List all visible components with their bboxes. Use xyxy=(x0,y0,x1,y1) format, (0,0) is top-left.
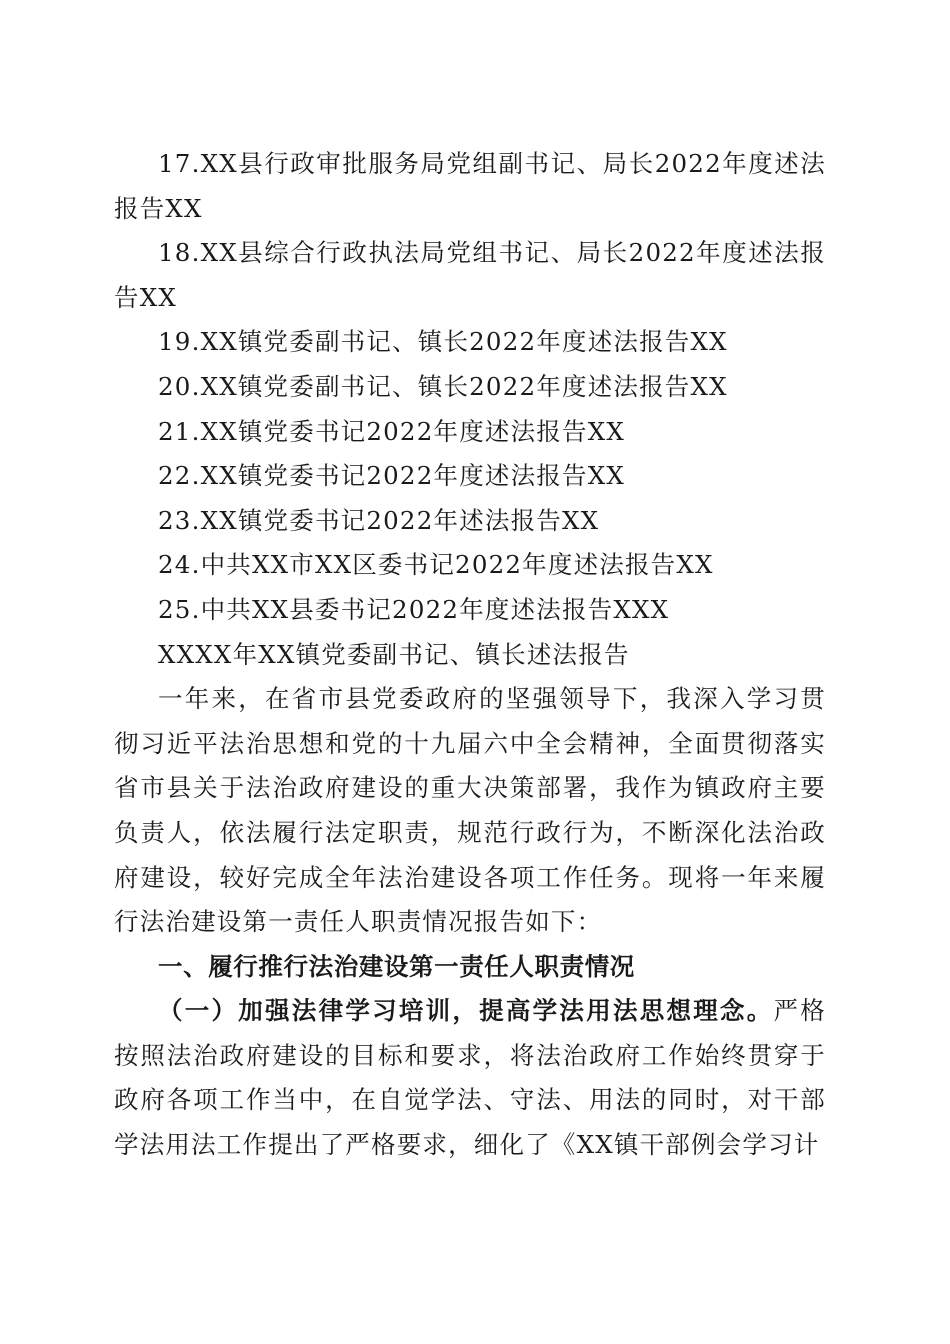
list-item: 24.中共XX市XX区委书记2022年度述法报告XX xyxy=(158,550,714,580)
document-body xyxy=(114,142,826,1168)
list-item: 19.XX镇党委副书记、镇长2022年度述法报告XX xyxy=(158,327,728,357)
subsection-paragraph xyxy=(114,989,826,1167)
list-item: 21.XX镇党委书记2022年度述法报告XX xyxy=(158,416,625,446)
report-title: XXXX年XX镇党委副书记、镇长述法报告 xyxy=(158,639,630,669)
subsection-lead: （一）加强法律学习培训，提高学法用法思想理念。 xyxy=(158,996,774,1026)
list-item: 20.XX镇党委副书记、镇长2022年度述法报告XX xyxy=(158,371,728,401)
list-item: 22.XX镇党委书记2022年度述法报告XX xyxy=(158,461,625,491)
section-heading: 一、履行推行法治建设第一责任人职责情况 xyxy=(158,951,635,981)
subsection-body: 严格按照法治政府建设的目标和要求，将法治政府工作始终贯穿于政府各项工作当中，在自觉学法、守法、用法的同时，对干部学法用法工作提出了严格要求，细化了《XX镇干部例会学习计 xyxy=(114,996,826,1160)
list-item: 18.XX县综合行政执法局党组书记、局长2022年度述法报告XX xyxy=(114,238,826,312)
intro-paragraph: 一年来，在省市县党委政府的坚强领导下，我深入学习贯彻习近平法治思想和党的十九届六中全会精神，全面贯彻落实省市县关于法治政府建设的重大决策部署，我作为镇政府主要负责人，依法履行法定职责，规范行政行为，不断深化法治政府建设，较好完成全年法治建设各项工作任务。现将一年来履行法治建设第一责任人职责情况报告如下： xyxy=(114,684,826,937)
list-item: 23.XX镇党委书记2022年述法报告XX xyxy=(158,505,600,535)
list-item: 25.中共XX县委书记2022年度述法报告XXX xyxy=(158,594,670,624)
list-item: 17.XX县行政审批服务局党组副书记、局长2022年度述法报告XX xyxy=(114,149,826,223)
